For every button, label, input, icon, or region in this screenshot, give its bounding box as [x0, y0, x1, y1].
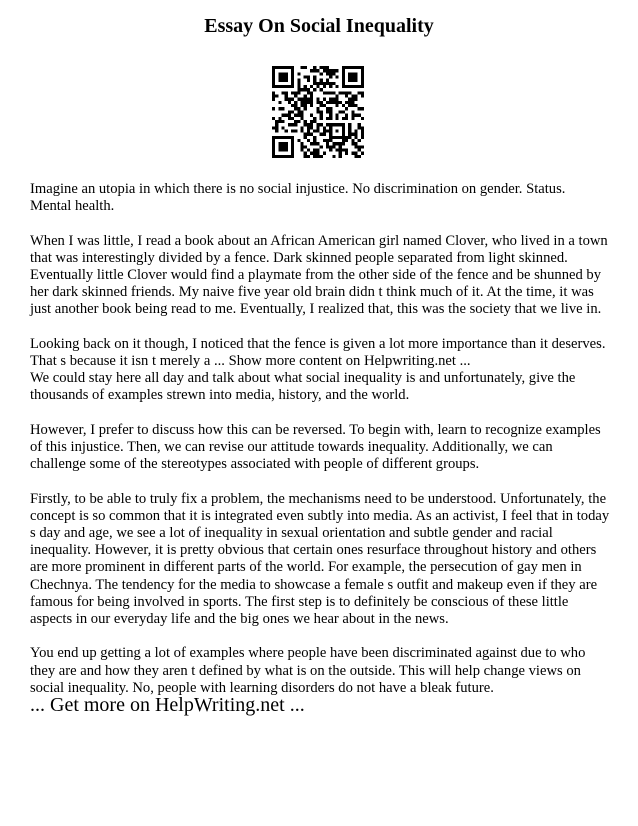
page-title: Essay On Social Inequality: [204, 15, 434, 37]
paragraph-clover-story: When I was little, I read a book about an African American girl named Clover, who lived in a town that was interestingly divided by a fence. Dark skinned people separated from light skinned. Eventually little Clover would find a playmate from the other side of the fence and be shunned by her dark skinned friends. My naive five year old brain didn t think much of it. At the time, it was just another book being read to me. Eventually, I realized that, this was the society that we live in.: [30, 232, 608, 318]
get-more-link[interactable]: ... Get more on HelpWriting.net ...: [30, 694, 305, 716]
essay-body: [30, 181, 610, 714]
paragraph-discrimination: You end up getting a lot of examples where people have been discriminated against due to who they are and how they aren t defined by what is on the outside. This will help change views on social inequality. No, people with learning disorders do not have a bleak future.: [30, 645, 586, 696]
qr-code-icon: [272, 66, 364, 158]
paragraph-fence-importance: Looking back on it though, I noticed that the fence is given a lot more importance than it deserves. That s because it isn t merely a ... Show more content on Helpwriting.net ...: [30, 335, 606, 369]
paragraph-social-inequality-examples: We could stay here all day and talk about what social inequality is and unfortunately, give the thousands of examples strewn into media, history, and the world.: [30, 370, 576, 404]
paragraph-intro: Imagine an utopia in which there is no social injustice. No discrimination on gender. Status. Mental health.: [30, 181, 566, 215]
paragraph-mechanisms: Firstly, to be able to truly fix a problem, the mechanisms need to be understood. Unfortunately, the concept is so common that it is integrated even subtly into media. As an activist, I feel that in today s day and age, we see a lot of inequality in sexual orientation and subtle gender and racial inequality. However, it is pretty obvious that certain ones resurface throughout history and others are more prominent in different parts of the world. For example, the persecution of gay men in Chechnya. The tendency for the media to showcase a female s outfit and makeup even if they are famous for being involved in sports. The first step is to definitely be conscious of these little aspects in our everyday life and the big ones we hear about in the news.: [30, 490, 610, 628]
paragraph-reversal: However, I prefer to discuss how this can be reversed. To begin with, learn to recognize examples of this injustice. Then, we can revise our attitude towards inequality. Additionally, we can challenge some of the stereotypes associated with people of different groups.: [30, 421, 601, 473]
